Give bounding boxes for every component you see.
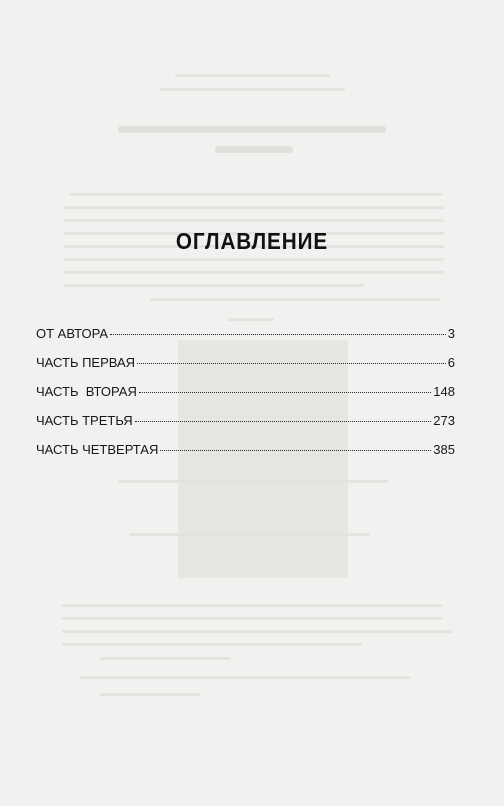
toc-entry [36,355,455,384]
toc-entry-label: ЧАСТЬ ТРЕТЬЯ [36,413,133,428]
toc-dot-leader [139,392,431,393]
toc-page-number: 273 [433,413,455,428]
table-of-contents [36,326,455,471]
toc-entry [36,413,455,442]
toc-page-number: 6 [447,355,455,370]
toc-dot-leader [137,363,446,364]
toc-entry [36,326,455,355]
toc-dot-leader [160,450,431,451]
toc-dot-leader [110,334,446,335]
page-title: ОГЛАВЛЕНИЕ [175,228,329,254]
toc-entry-label: ЧАСТЬ ЧЕТВЕРТАЯ [36,442,159,457]
toc-page-number: 3 [447,326,455,341]
toc-entry-label: ЧАСТЬ ПЕРВАЯ [36,355,136,370]
toc-dot-leader [135,421,432,422]
toc-entry [36,384,455,413]
toc-entry-label: ЧАСТЬ ВТОРАЯ [36,384,137,399]
toc-entry-label: ОТ АВТОРА [36,326,109,341]
toc-entry [36,442,455,471]
toc-page-number: 385 [433,442,455,457]
toc-page-number: 148 [433,384,455,399]
